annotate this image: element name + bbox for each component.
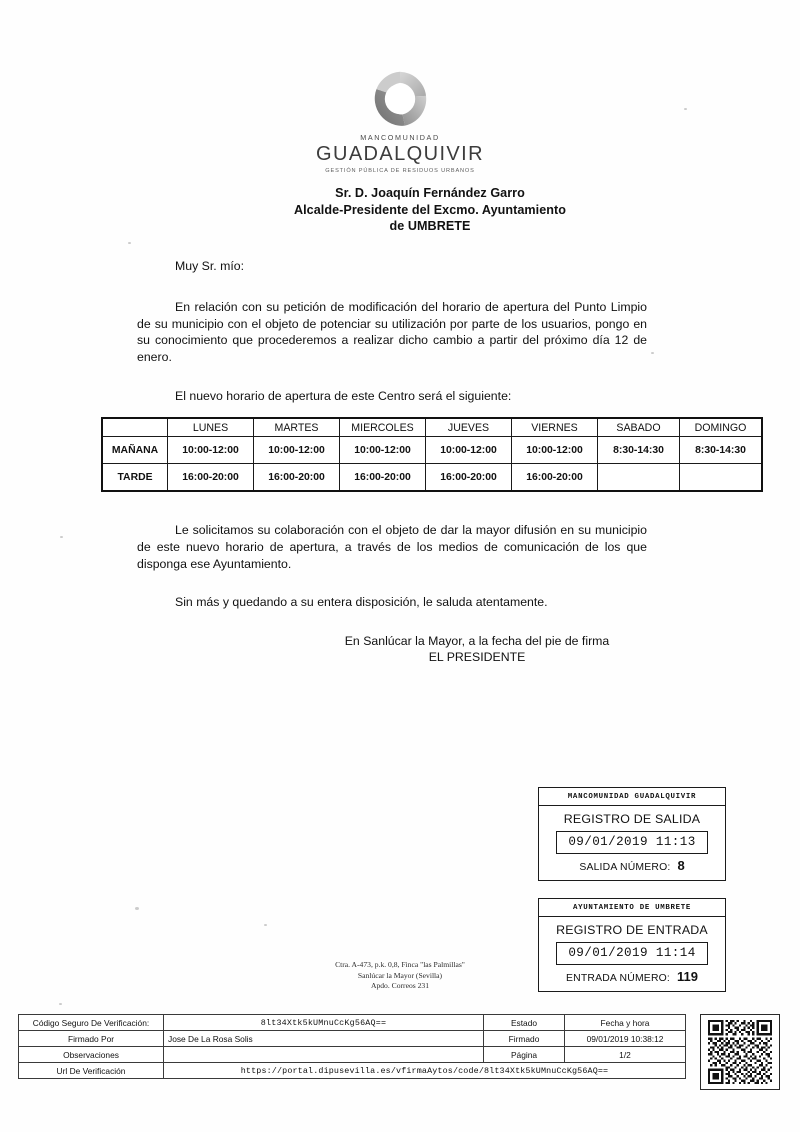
csv-value: 8lt34Xtk5kUMnuCcKg56AQ== [164, 1015, 484, 1031]
url-label: Url De Verificación [19, 1063, 164, 1079]
verification-row-observations [19, 1047, 686, 1063]
logo-text-tagline: GESTIÓN PÚBLICA DE RESIDUOS URBANOS [325, 168, 475, 174]
logo-text-mancomunidad: MANCOMUNIDAD [360, 133, 440, 142]
letter-body-lower [137, 522, 647, 665]
organization-address-footer [0, 960, 800, 992]
schedule-day-lunes: LUNES [168, 418, 254, 437]
verification-footer [18, 1014, 782, 1090]
addressee-municipality: de UMBRETE [389, 219, 471, 233]
letter-paragraph-2: El nuevo horario de apertura de este Centro será el siguiente: [175, 388, 512, 403]
addressee-role: Alcalde-Presidente del Excmo. Ayuntamiento [293, 202, 566, 217]
qr-code-box [700, 1014, 780, 1090]
observaciones-value [164, 1047, 484, 1063]
schedule-cell: 16:00-20:00 [168, 464, 254, 492]
scan-speck [135, 907, 139, 910]
schedule-cell: 10:00-12:00 [426, 437, 512, 464]
letter-paragraph-4: Sin más y quedando a su entera disposición, le saluda atentamente. [175, 595, 548, 610]
schedule-cell: 16:00-20:00 [426, 464, 512, 492]
stamp-organization: MANCOMUNIDAD GUADALQUIVIR [539, 788, 725, 806]
stamp-datetime: 09/01/2019 11:13 [556, 831, 708, 854]
address-line-1: Ctra. A-473, p.k. 0,8, Finca "las Palmillas" [335, 960, 465, 969]
schedule-row-label-tarde: TARDE [102, 464, 168, 492]
schedule-cell: 10:00-12:00 [340, 437, 426, 464]
schedule-cell: 16:00-20:00 [340, 464, 426, 492]
letter-paragraph-1: En relación con su petición de modificación del horario de apertura del Punto Limpio de su municipio con el objeto de potenciar su utilización por parte de los usuarios, pongo en su conocimiento que procederemos a realizar dicho cambio a partir del próximo día 12 de enero. [137, 299, 647, 365]
url-value[interactable]: https://portal.dipusevilla.es/vfirmaAytos/code/8lt34Xtk5kUMnuCcKg56AQ== [164, 1063, 686, 1079]
qr-code-icon [708, 1020, 772, 1084]
letter-signer-title: EL PRESIDENTE [428, 650, 526, 665]
csv-label: Código Seguro De Verificación: [19, 1015, 164, 1031]
organization-logo [0, 68, 800, 174]
schedule-table-wrapper [101, 417, 763, 492]
registro-salida-stamp [538, 787, 726, 881]
stamp-number-label: ENTRADA NÚMERO: [565, 973, 671, 984]
address-line-2: Sanlúcar la Mayor (Sevilla) [357, 970, 443, 980]
address-line-3: Apdo. Correos 231 [370, 981, 429, 990]
stamp-number-value: 119 [677, 969, 698, 984]
verification-row-signed-by [19, 1031, 686, 1047]
addressee-block [150, 185, 710, 235]
fecha-hora-label: Fecha y hora [565, 1015, 686, 1031]
letter-paragraph-3: Le solicitamos su colaboración con el objeto de dar la mayor difusión en su municipio de este nuevo horario de apertura, a través de los medios de comunicación de los que disponga ese Ayuntamiento. [137, 523, 647, 571]
stamp-number-value: 8 [677, 858, 685, 873]
estado-value: Firmado [484, 1031, 565, 1047]
schedule-header-row [102, 418, 762, 437]
schedule-cell: 8:30-14:30 [680, 437, 763, 464]
scan-speck [60, 536, 63, 538]
schedule-day-miercoles: MIERCOLES [340, 418, 426, 437]
logo-text-guadalquivir: GUADALQUIVIR [316, 143, 484, 165]
schedule-day-domingo: DOMINGO [680, 418, 763, 437]
letter-place-date: En Sanlúcar la Mayor, a la fecha del pie de firma [344, 634, 610, 649]
letter-closing-block [137, 633, 647, 665]
letter-body-upper [137, 258, 647, 405]
scan-speck [651, 352, 654, 354]
schedule-day-jueves: JUEVES [426, 418, 512, 437]
verification-row-url [19, 1063, 686, 1079]
pagina-label: Página [484, 1047, 565, 1063]
estado-label: Estado [484, 1015, 565, 1031]
stamp-number-label: SALIDA NÚMERO: [579, 862, 671, 873]
schedule-cell-closed [598, 464, 680, 492]
fecha-hora-value: 09/01/2019 10:38:12 [565, 1031, 686, 1047]
scan-speck [59, 1003, 62, 1005]
firmado-por-label: Firmado Por [19, 1031, 164, 1047]
schedule-cell: 10:00-12:00 [168, 437, 254, 464]
recycling-ring-logo-icon [369, 68, 431, 130]
schedule-cell: 16:00-20:00 [254, 464, 340, 492]
schedule-corner-cell [102, 418, 168, 437]
stamp-title: REGISTRO DE SALIDA [563, 812, 701, 826]
stamp-organization: AYUNTAMIENTO DE UMBRETE [539, 899, 725, 917]
schedule-day-sabado: SABADO [598, 418, 680, 437]
stamp-number-row [539, 858, 725, 880]
verification-table [18, 1014, 686, 1079]
schedule-row-manana [102, 437, 762, 464]
schedule-row-label-manana: MAÑANA [102, 437, 168, 464]
schedule-cell: 10:00-12:00 [254, 437, 340, 464]
scan-speck [128, 242, 131, 244]
stamp-datetime: 09/01/2019 11:14 [556, 942, 708, 965]
verification-row-csv [19, 1015, 686, 1031]
letter-greeting: Muy Sr. mío: [175, 259, 245, 273]
observaciones-label: Observaciones [19, 1047, 164, 1063]
schedule-cell: 8:30-14:30 [598, 437, 680, 464]
addressee-name: Sr. D. Joaquín Fernández Garro [335, 186, 525, 200]
scan-speck [264, 924, 267, 926]
schedule-day-martes: MARTES [254, 418, 340, 437]
schedule-day-viernes: VIERNES [512, 418, 598, 437]
schedule-cell: 10:00-12:00 [512, 437, 598, 464]
firmado-por-value: Jose De La Rosa Solis [164, 1031, 484, 1047]
stamp-title: REGISTRO DE ENTRADA [556, 923, 708, 937]
schedule-cell-closed [680, 464, 763, 492]
schedule-table [101, 417, 763, 492]
pagina-value: 1/2 [565, 1047, 686, 1063]
schedule-row-tarde [102, 464, 762, 492]
schedule-cell: 16:00-20:00 [512, 464, 598, 492]
